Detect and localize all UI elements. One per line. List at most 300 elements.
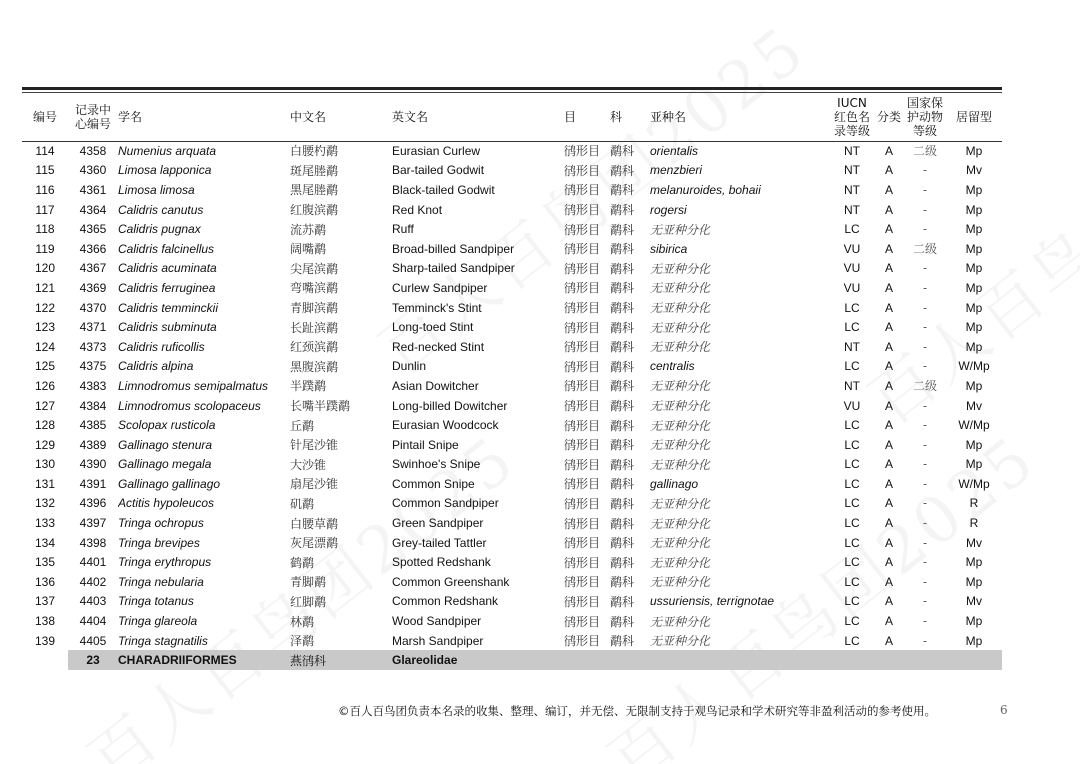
cell-no: 114 bbox=[35, 143, 55, 158]
cell-sub: gallinago bbox=[650, 476, 699, 491]
cell-rec: 4367 bbox=[79, 261, 107, 276]
cell-cat: A bbox=[884, 320, 893, 335]
cell-no: 137 bbox=[34, 594, 56, 609]
cell-order: 鸻形目 bbox=[564, 634, 601, 649]
cell-en: Common Sandpiper bbox=[392, 496, 499, 511]
cell-en: Red Knot bbox=[392, 202, 443, 217]
cell-iucn: VU bbox=[843, 398, 861, 413]
cell-zh: 针尾沙锥 bbox=[290, 438, 339, 453]
cell-sub: 无亚种分化 bbox=[650, 614, 711, 629]
cell-rec: 4361 bbox=[79, 182, 107, 197]
species-table bbox=[22, 93, 1002, 670]
cell-res: Mv bbox=[966, 398, 982, 413]
cell-rec: 4365 bbox=[79, 222, 107, 237]
cell-order: 鸻形目 bbox=[564, 594, 601, 609]
cell-order: 鸻形目 bbox=[564, 203, 601, 218]
table-row bbox=[22, 513, 1002, 533]
cell-sci: Tringa stagnatilis bbox=[118, 633, 208, 648]
cell-no: 131 bbox=[34, 476, 56, 491]
cell-zh: 大沙锥 bbox=[290, 457, 327, 472]
cell-cat: A bbox=[884, 241, 893, 256]
cell-iucn: VU bbox=[843, 241, 861, 256]
cell-sci: Calidris temminckii bbox=[118, 300, 219, 315]
cell-sub: 无亚种分化 bbox=[650, 281, 711, 296]
cell-prot: 二级 bbox=[912, 379, 937, 394]
cell-prot: - bbox=[922, 398, 928, 413]
cell-rec: 4403 bbox=[79, 594, 107, 609]
cell-zh: 流苏鹬 bbox=[290, 222, 327, 237]
cell-zh: 弯嘴滨鹬 bbox=[290, 281, 339, 296]
cell-cat: A bbox=[884, 633, 893, 648]
cell-en: Long-toed Stint bbox=[392, 320, 474, 335]
cell-rec: 4401 bbox=[79, 555, 107, 570]
cell-en: Wood Sandpiper bbox=[392, 614, 482, 629]
cell-no: 122 bbox=[34, 300, 56, 315]
cell-sci: Calidris ferruginea bbox=[118, 280, 216, 295]
table-row bbox=[22, 415, 1002, 435]
cell-sub: 无亚种分化 bbox=[650, 457, 711, 472]
cell-family: 鹬科 bbox=[610, 242, 635, 257]
cell-en: Ruff bbox=[392, 222, 414, 237]
cell-res: Mp bbox=[965, 378, 983, 393]
cell-order: 鸻形目 bbox=[564, 575, 601, 590]
table-row bbox=[22, 572, 1002, 592]
cell-iucn: LC bbox=[844, 535, 860, 550]
cell-no: 129 bbox=[34, 437, 56, 452]
cell-no: 118 bbox=[35, 222, 55, 237]
cell-zh: 青脚滨鹬 bbox=[290, 301, 339, 316]
cell-sci: Limnodromus scolopaceus bbox=[118, 398, 261, 413]
cell-sub: sibirica bbox=[650, 241, 688, 256]
cell-sub: 无亚种分化 bbox=[650, 634, 711, 649]
cell-family: 鹬科 bbox=[610, 399, 635, 414]
cell-cat: A bbox=[884, 418, 893, 433]
cell-order: 鸻形目 bbox=[564, 399, 601, 414]
cell-no: 130 bbox=[34, 457, 56, 472]
cell-iucn: LC bbox=[844, 359, 860, 374]
cell-res: R bbox=[969, 516, 979, 531]
cell-zh: 红颈滨鹬 bbox=[290, 340, 339, 355]
cell-iucn: LC bbox=[844, 594, 860, 609]
table-row bbox=[22, 396, 1002, 416]
cell-en: Black-tailed Godwit bbox=[392, 182, 495, 197]
header-category: 分类 bbox=[876, 110, 901, 124]
cell-cat: A bbox=[884, 457, 893, 472]
cell-res: Mp bbox=[965, 339, 983, 354]
cell-res: Mp bbox=[965, 202, 983, 217]
cell-iucn: NT bbox=[844, 163, 860, 178]
cell-sci: Tringa brevipes bbox=[118, 535, 200, 550]
cell-sci: Tringa totanus bbox=[118, 594, 194, 609]
cell-iucn: LC bbox=[844, 516, 860, 531]
cell-prot: - bbox=[922, 222, 928, 237]
cell-family: 鹬科 bbox=[610, 594, 635, 609]
cell-prot: - bbox=[922, 280, 928, 295]
cell-family: 鹬科 bbox=[610, 379, 635, 394]
cell-sub: 无亚种分化 bbox=[650, 222, 711, 237]
cell-prot: - bbox=[922, 261, 928, 276]
cell-zh: 红腹滨鹬 bbox=[290, 203, 339, 218]
header-scientific: 学名 bbox=[118, 110, 143, 124]
table-row bbox=[22, 278, 1002, 298]
table-row bbox=[22, 180, 1002, 200]
header-record-no: 记录中心编号 bbox=[74, 103, 111, 131]
header-english: 英文名 bbox=[392, 110, 429, 124]
cell-res: R bbox=[969, 496, 979, 511]
table-body bbox=[22, 141, 1002, 670]
cell-cat: A bbox=[884, 182, 893, 197]
cell-sci: Actitis hypoleucos bbox=[118, 496, 215, 511]
cell-prot: - bbox=[922, 418, 928, 433]
cell-zh: 白腰草鹬 bbox=[290, 516, 339, 531]
header-chinese: 中文名 bbox=[290, 110, 327, 124]
cell-iucn: LC bbox=[844, 574, 860, 589]
cell-prot: 二级 bbox=[912, 144, 937, 159]
table-row bbox=[22, 298, 1002, 318]
group-family-latin: Glareolidae bbox=[392, 650, 564, 670]
cell-res: Mp bbox=[965, 614, 983, 629]
cell-en: Broad-billed Sandpiper bbox=[392, 241, 515, 256]
cell-prot: - bbox=[922, 555, 928, 570]
cell-sub: 无亚种分化 bbox=[650, 438, 711, 453]
cell-cat: A bbox=[884, 535, 893, 550]
cell-family: 鹬科 bbox=[610, 222, 635, 237]
cell-rec: 4371 bbox=[79, 320, 107, 335]
cell-prot: - bbox=[922, 574, 928, 589]
cell-cat: A bbox=[884, 594, 893, 609]
cell-family: 鹬科 bbox=[610, 203, 635, 218]
cell-en: Green Sandpiper bbox=[392, 516, 484, 531]
cell-prot: - bbox=[922, 182, 928, 197]
cell-sub: 无亚种分化 bbox=[650, 340, 711, 355]
top-rule bbox=[22, 87, 1002, 90]
cell-sci: Calidris acuminata bbox=[118, 261, 217, 276]
table-row bbox=[22, 435, 1002, 455]
cell-en: Bar-tailed Godwit bbox=[392, 163, 485, 178]
cell-rec: 4405 bbox=[79, 633, 107, 648]
cell-sci: Gallinago gallinago bbox=[118, 476, 221, 491]
cell-sci: Calidris canutus bbox=[118, 202, 204, 217]
cell-no: 124 bbox=[34, 339, 56, 354]
cell-res: Mp bbox=[965, 320, 983, 335]
cell-en: Long-billed Dowitcher bbox=[392, 398, 508, 413]
cell-res: Mp bbox=[965, 241, 983, 256]
table-row bbox=[22, 455, 1002, 475]
cell-res: Mp bbox=[965, 457, 983, 472]
cell-rec: 4373 bbox=[79, 339, 107, 354]
cell-order: 鸻形目 bbox=[564, 477, 601, 492]
group-family-zh: 燕鸻科 bbox=[290, 650, 392, 670]
cell-en: Red-necked Stint bbox=[392, 339, 485, 354]
header-order: 目 bbox=[564, 110, 577, 124]
cell-res: W/Mp bbox=[958, 418, 990, 433]
cell-cat: A bbox=[884, 516, 893, 531]
cell-prot: - bbox=[922, 614, 928, 629]
cell-sub: 无亚种分化 bbox=[650, 399, 711, 414]
cell-sub: ussuriensis, terrignotae bbox=[650, 594, 775, 609]
cell-cat: A bbox=[884, 476, 893, 491]
group-row bbox=[22, 650, 1002, 670]
cell-zh: 白腰杓鹬 bbox=[290, 144, 339, 159]
cell-order: 鸻形目 bbox=[564, 281, 601, 296]
cell-iucn: NT bbox=[844, 378, 860, 393]
cell-rec: 4397 bbox=[79, 516, 107, 531]
cell-order: 鸻形目 bbox=[564, 555, 601, 570]
cell-en: Grey-tailed Tattler bbox=[392, 535, 487, 550]
cell-prot: - bbox=[922, 300, 928, 315]
cell-no: 133 bbox=[34, 516, 56, 531]
cell-order: 鸻形目 bbox=[564, 457, 601, 472]
table-row bbox=[22, 239, 1002, 259]
cell-iucn: LC bbox=[844, 476, 860, 491]
cell-sub: 无亚种分化 bbox=[650, 379, 711, 394]
cell-zh: 黑腹滨鹬 bbox=[290, 359, 339, 374]
cell-sci: Calidris falcinellus bbox=[118, 241, 215, 256]
cell-cat: A bbox=[884, 359, 893, 374]
cell-family: 鹬科 bbox=[610, 438, 635, 453]
cell-rec: 4375 bbox=[79, 359, 107, 374]
cell-iucn: LC bbox=[844, 614, 860, 629]
cell-zh: 扇尾沙锥 bbox=[290, 477, 339, 492]
cell-order: 鸻形目 bbox=[564, 320, 601, 335]
header-family: 科 bbox=[610, 110, 623, 124]
cell-cat: A bbox=[884, 398, 893, 413]
cell-zh: 半蹼鹬 bbox=[290, 379, 327, 394]
header-protection: 国家保护动物等级 bbox=[906, 96, 943, 138]
cell-cat: A bbox=[884, 280, 893, 295]
cell-sub: centralis bbox=[650, 359, 695, 374]
cell-sub: 无亚种分化 bbox=[650, 301, 711, 316]
table-row bbox=[22, 259, 1002, 279]
cell-family: 鹬科 bbox=[610, 477, 635, 492]
cell-zh: 阔嘴鹬 bbox=[290, 242, 327, 257]
cell-sci: Calidris pugnax bbox=[118, 222, 201, 237]
cell-sub: 无亚种分化 bbox=[650, 418, 711, 433]
table-row bbox=[22, 376, 1002, 396]
cell-no: 123 bbox=[34, 320, 56, 335]
table-row bbox=[22, 317, 1002, 337]
cell-res: Mv bbox=[966, 163, 982, 178]
cell-cat: A bbox=[884, 300, 893, 315]
table-row bbox=[22, 611, 1002, 631]
cell-sci: Numenius arquata bbox=[118, 143, 217, 158]
cell-zh: 黑尾塍鹬 bbox=[290, 183, 339, 198]
cell-res: Mp bbox=[965, 280, 983, 295]
cell-order: 鸻形目 bbox=[564, 222, 601, 237]
group-order: CHARADRIIFORMES bbox=[118, 650, 290, 670]
cell-sub: 无亚种分化 bbox=[650, 496, 711, 511]
cell-iucn: LC bbox=[844, 300, 860, 315]
table-row bbox=[22, 141, 1002, 161]
cell-en: Common Greenshank bbox=[392, 574, 510, 589]
cell-order: 鸻形目 bbox=[564, 516, 601, 531]
cell-rec: 4385 bbox=[79, 418, 107, 433]
cell-rec: 4358 bbox=[79, 143, 107, 158]
cell-en: Eurasian Woodcock bbox=[392, 418, 499, 433]
table-header bbox=[22, 93, 1002, 141]
cell-rec: 4396 bbox=[79, 496, 107, 511]
cell-prot: - bbox=[922, 476, 928, 491]
cell-rec: 4389 bbox=[79, 437, 107, 452]
cell-order: 鸻形目 bbox=[564, 301, 601, 316]
cell-rec: 4398 bbox=[79, 535, 107, 550]
cell-res: Mv bbox=[966, 535, 982, 550]
cell-family: 鹬科 bbox=[610, 183, 635, 198]
cell-no: 139 bbox=[34, 633, 56, 648]
table-row bbox=[22, 631, 1002, 651]
cell-family: 鹬科 bbox=[610, 163, 635, 178]
cell-res: W/Mp bbox=[958, 476, 990, 491]
cell-iucn: LC bbox=[844, 633, 860, 648]
cell-zh: 斑尾塍鹬 bbox=[290, 163, 339, 178]
cell-iucn: LC bbox=[844, 222, 860, 237]
cell-sub: melanuroides, bohaii bbox=[650, 182, 761, 197]
cell-iucn: LC bbox=[844, 320, 860, 335]
cell-res: Mp bbox=[965, 633, 983, 648]
cell-order: 鸻形目 bbox=[564, 359, 601, 374]
cell-order: 鸻形目 bbox=[564, 438, 601, 453]
cell-prot: - bbox=[922, 359, 928, 374]
cell-zh: 红脚鹬 bbox=[290, 594, 327, 609]
group-fill bbox=[564, 650, 1002, 670]
cell-en: Curlew Sandpiper bbox=[392, 280, 488, 295]
cell-en: Marsh Sandpiper bbox=[392, 633, 484, 648]
footer-note: ©百人百鸟团负责本名录的收集、整理、编订，并无偿、无限制支持于观鸟记录和学术研究等非盈利活动的参考使用。 bbox=[338, 704, 936, 718]
cell-cat: A bbox=[884, 437, 893, 452]
cell-prot: - bbox=[922, 320, 928, 335]
cell-sci: Calidris subminuta bbox=[118, 320, 217, 335]
cell-no: 136 bbox=[34, 574, 56, 589]
cell-sci: Limosa lapponica bbox=[118, 163, 212, 178]
cell-res: Mp bbox=[965, 555, 983, 570]
table-row bbox=[22, 533, 1002, 553]
table-row bbox=[22, 200, 1002, 220]
cell-no: 138 bbox=[34, 614, 56, 629]
table-row bbox=[22, 592, 1002, 612]
cell-sci: Tringa ochropus bbox=[118, 516, 204, 531]
cell-cat: A bbox=[884, 339, 893, 354]
cell-sci: Tringa erythropus bbox=[118, 555, 212, 570]
cell-no: 115 bbox=[35, 163, 55, 178]
cell-en: Sharp-tailed Sandpiper bbox=[392, 261, 515, 276]
cell-order: 鸻形目 bbox=[564, 340, 601, 355]
cell-sub: 无亚种分化 bbox=[650, 575, 711, 590]
cell-cat: A bbox=[884, 143, 893, 158]
cell-rec: 4364 bbox=[79, 202, 107, 217]
cell-cat: A bbox=[884, 496, 893, 511]
cell-res: Mp bbox=[965, 437, 983, 452]
cell-family: 鹬科 bbox=[610, 281, 635, 296]
cell-no: 121 bbox=[34, 280, 56, 295]
cell-rec: 4391 bbox=[79, 476, 107, 491]
cell-prot: 二级 bbox=[912, 242, 937, 257]
cell-zh: 林鹬 bbox=[290, 614, 315, 629]
cell-zh: 灰尾漂鹬 bbox=[290, 536, 339, 551]
cell-zh: 矶鹬 bbox=[290, 496, 315, 511]
cell-no: 128 bbox=[34, 418, 56, 433]
cell-sci: Gallinago stenura bbox=[118, 437, 213, 452]
cell-en: Swinhoe's Snipe bbox=[392, 457, 481, 472]
cell-sub: 无亚种分化 bbox=[650, 261, 711, 276]
cell-prot: - bbox=[922, 633, 928, 648]
cell-iucn: LC bbox=[844, 457, 860, 472]
cell-en: Common Snipe bbox=[392, 476, 475, 491]
cell-en: Common Redshank bbox=[392, 594, 499, 609]
cell-zh: 丘鹬 bbox=[290, 418, 315, 433]
table-row bbox=[22, 494, 1002, 514]
cell-no: 116 bbox=[35, 182, 55, 197]
cell-en: Asian Dowitcher bbox=[392, 378, 479, 393]
cell-no: 119 bbox=[35, 241, 55, 256]
cell-no: 125 bbox=[34, 359, 56, 374]
cell-family: 鹬科 bbox=[610, 457, 635, 472]
cell-no: 134 bbox=[34, 535, 56, 550]
cell-res: Mp bbox=[965, 300, 983, 315]
cell-no: 127 bbox=[34, 398, 56, 413]
cell-family: 鹬科 bbox=[610, 359, 635, 374]
cell-rec: 4370 bbox=[79, 300, 107, 315]
cell-order: 鸻形目 bbox=[564, 536, 601, 551]
cell-family: 鹬科 bbox=[610, 614, 635, 629]
cell-family: 鹬科 bbox=[610, 516, 635, 531]
cell-sub: 无亚种分化 bbox=[650, 555, 711, 570]
cell-rec: 4360 bbox=[79, 163, 107, 178]
cell-cat: A bbox=[884, 202, 893, 217]
table-row bbox=[22, 357, 1002, 377]
cell-cat: A bbox=[884, 555, 893, 570]
cell-rec: 4402 bbox=[79, 574, 107, 589]
header-iucn: IUCN红色名录等级 bbox=[834, 96, 871, 138]
cell-iucn: LC bbox=[844, 418, 860, 433]
cell-en: Pintail Snipe bbox=[392, 437, 459, 452]
cell-rec: 4390 bbox=[79, 457, 107, 472]
cell-en: Eurasian Curlew bbox=[392, 143, 481, 158]
cell-family: 鹬科 bbox=[610, 418, 635, 433]
cell-sci: Limosa limosa bbox=[118, 182, 195, 197]
cell-prot: - bbox=[922, 516, 928, 531]
cell-sci: Gallinago megala bbox=[118, 457, 212, 472]
cell-iucn: NT bbox=[844, 182, 860, 197]
cell-prot: - bbox=[922, 437, 928, 452]
cell-order: 鸻形目 bbox=[564, 242, 601, 257]
cell-prot: - bbox=[922, 457, 928, 472]
cell-iucn: VU bbox=[843, 280, 861, 295]
table-row bbox=[22, 337, 1002, 357]
cell-family: 鹬科 bbox=[610, 320, 635, 335]
cell-zh: 长趾滨鹬 bbox=[290, 320, 339, 335]
cell-cat: A bbox=[884, 261, 893, 276]
cell-res: Mp bbox=[965, 143, 983, 158]
cell-no: 126 bbox=[34, 378, 56, 393]
cell-family: 鹬科 bbox=[610, 340, 635, 355]
cell-iucn: LC bbox=[844, 437, 860, 452]
cell-en: Spotted Redshank bbox=[392, 555, 491, 570]
cell-iucn: LC bbox=[844, 555, 860, 570]
cell-iucn: NT bbox=[844, 202, 860, 217]
cell-res: Mp bbox=[965, 574, 983, 589]
cell-zh: 泽鹬 bbox=[290, 634, 315, 649]
cell-family: 鹬科 bbox=[610, 634, 635, 649]
cell-res: W/Mp bbox=[958, 359, 990, 374]
cell-prot: - bbox=[922, 535, 928, 550]
cell-cat: A bbox=[884, 222, 893, 237]
cell-res: Mp bbox=[965, 222, 983, 237]
cell-sub: 无亚种分化 bbox=[650, 320, 711, 335]
cell-res: Mp bbox=[965, 182, 983, 197]
group-spacer bbox=[22, 650, 68, 670]
cell-res: Mv bbox=[966, 594, 982, 609]
cell-prot: - bbox=[922, 163, 928, 178]
